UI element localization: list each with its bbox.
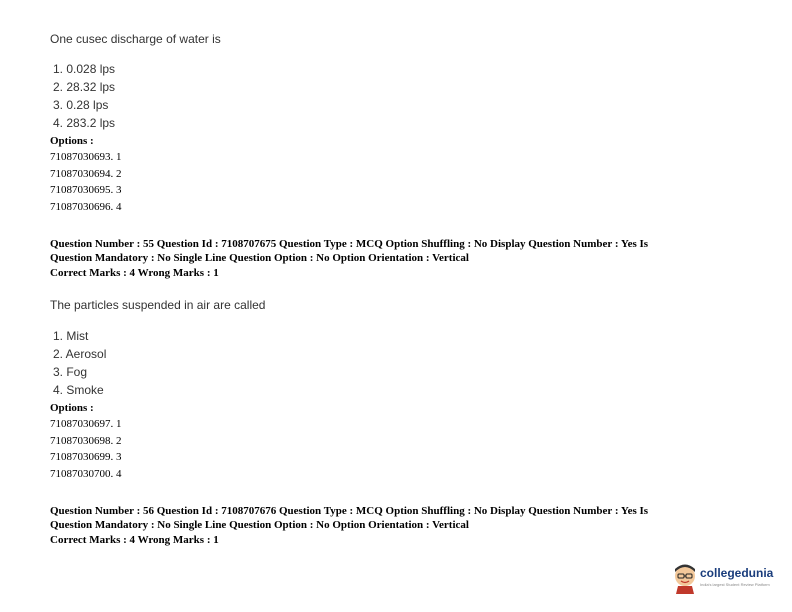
option-id: 71087030695. 3 [50,184,122,196]
option-id: 71087030693. 1 [50,151,122,163]
question-56-meta-line1: Question Number : 56 Question Id : 7108707676 Question Type : MCQ Option Shuffling : No Display Question Number : Yes Is [50,505,649,517]
collegedunia-logo [672,562,772,596]
logo-tagline: India's largest Student Review Platform [700,582,770,587]
choice-item: 1. 0.028 lps [53,62,116,76]
question-55-marks: Correct Marks : 4 Wrong Marks : 1 [50,267,219,279]
choice-item: 4. 283.2 lps [53,116,116,130]
logo-wordmark: collegedunia [700,566,774,580]
choice-item: 3. 0.28 lps [53,98,109,112]
question-55-meta-line2: Question Mandatory : No Single Line Question Option : No Option Orientation : Vertical [50,252,469,264]
choice-item: 4. Smoke [53,383,104,397]
options-label: Options : [50,135,94,147]
question-54-text: One cusec discharge of water is [50,32,221,46]
option-id: 71087030699. 3 [50,451,122,463]
question-56-marks: Correct Marks : 4 Wrong Marks : 1 [50,534,219,546]
options-label: Options : [50,402,94,414]
choice-item: 2. 28.32 lps [53,80,116,94]
choice-item: 1. Mist [53,329,89,343]
option-id: 71087030698. 2 [50,435,122,447]
question-55-text: The particles suspended in air are called [50,298,266,312]
question-56-meta-line2: Question Mandatory : No Single Line Question Option : No Option Orientation : Vertical [50,519,469,531]
mascot-icon [672,562,698,594]
choice-item: 2. Aerosol [53,347,107,361]
question-55-meta-line1: Question Number : 55 Question Id : 7108707675 Question Type : MCQ Option Shuffling : No Display Question Number : Yes Is [50,238,649,250]
option-id: 71087030694. 2 [50,168,122,180]
option-id: 71087030700. 4 [50,468,122,480]
option-id: 71087030696. 4 [50,201,122,213]
choice-item: 3. Fog [53,365,88,379]
option-id: 71087030697. 1 [50,418,122,430]
